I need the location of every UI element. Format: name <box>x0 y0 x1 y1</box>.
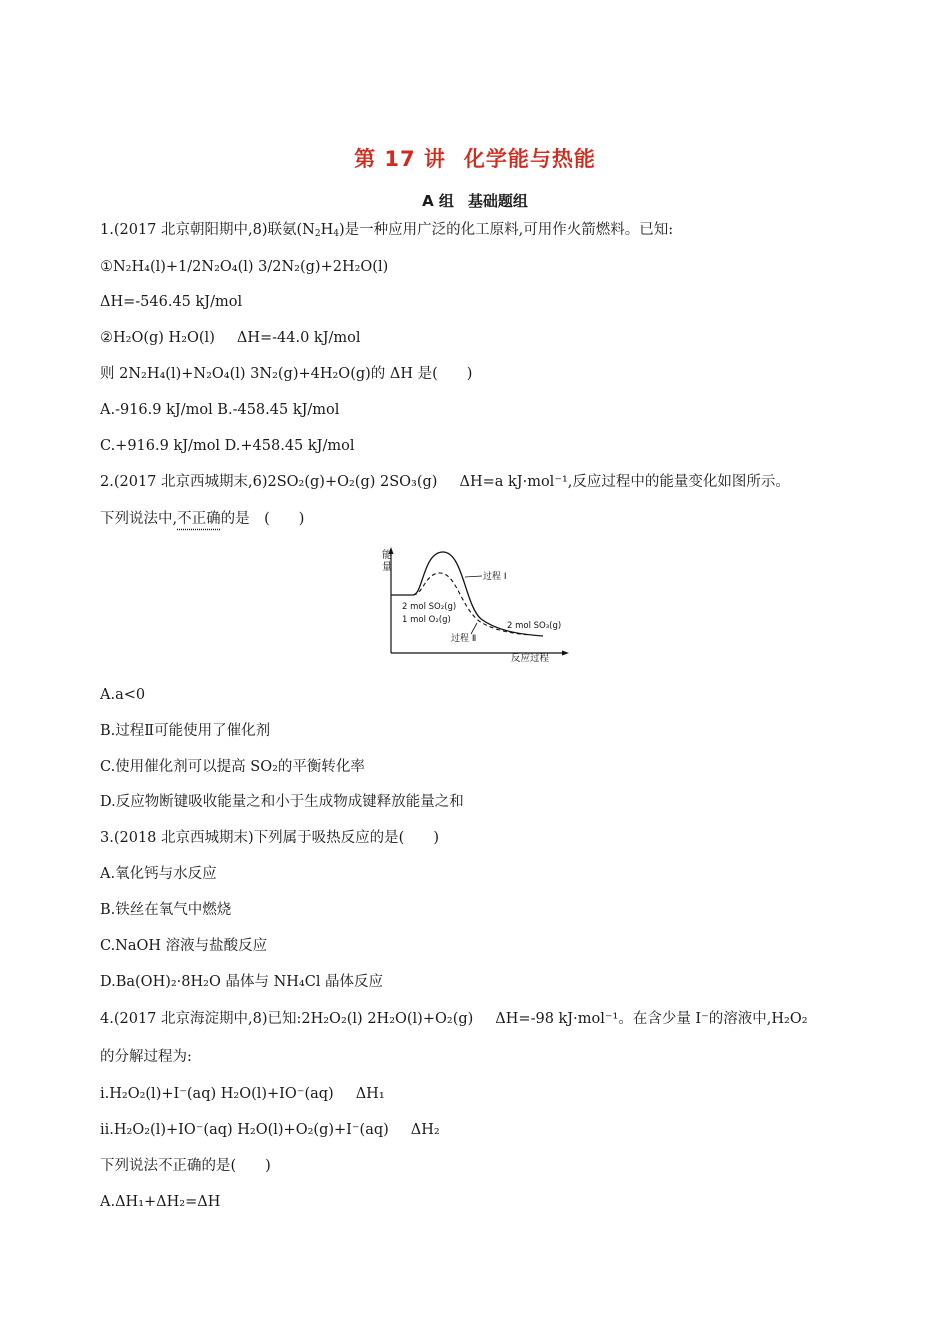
y-label-bottom: 量 <box>382 562 392 573</box>
q1-stem-tail: )是一种应用广泛的化工原料,可用作火箭燃料。已知: <box>338 222 674 238</box>
q2-question-emphasis: 不正确 <box>177 511 221 527</box>
q4-stem-2: 的分解过程为: <box>100 1049 192 1065</box>
group-label: A 组 <box>422 192 454 210</box>
q1-question: 则 2N₂H₄(l)+N₂O₄(l) 3N₂(g)+4H₂O(g)的 ΔH 是( ) <box>100 366 473 382</box>
q1-enthalpy-2: ΔH=-44.0 kJ/mol <box>236 330 361 346</box>
q1-options-ab: A.-916.9 kJ/mol B.-458.45 kJ/mol <box>100 402 340 418</box>
reactant-o2: 1 mol O₂(g) <box>402 615 451 625</box>
reactant-so2: 2 mol SO₂(g) <box>402 602 457 612</box>
group-name: 基础题组 <box>467 192 528 210</box>
q1-equation-1: ①N₂H₄(l)+1/2N₂O₄(l) 3/2N₂(g)+2H₂O(l) <box>100 259 389 275</box>
q2-question <box>100 509 304 529</box>
y-label-top: 能 <box>382 550 392 561</box>
q2-option-c: C.使用催化剂可以提高 SO₂的平衡转化率 <box>100 759 365 775</box>
q1-stem-h: H <box>320 222 334 238</box>
q1-equation-2 <box>100 328 361 348</box>
process-2-pointer <box>471 623 477 634</box>
q1-options-cd: C.+916.9 kJ/mol D.+458.45 kJ/mol <box>100 438 355 454</box>
q3-option-a: A.氧化钙与水反应 <box>100 866 217 882</box>
q4-step-ii-text: ⅱ.H₂O₂(l)+IO⁻(aq) H₂O(l)+O₂(g)+I⁻(aq) <box>100 1122 389 1138</box>
q1-stem-text: 1.(2017 北京朝阳期中,8)联氨(N <box>100 222 315 238</box>
q3-option-c: C.NaOH 溶液与盐酸反应 <box>100 938 268 954</box>
q4-step-i-enthalpy: ΔH₁ <box>355 1086 385 1102</box>
q2-stem-text: 2.(2017 北京西城期末,6)2SO₂(g)+O₂(g) 2SO₃(g) <box>100 474 438 490</box>
process-2-label: 过程 Ⅱ <box>451 634 477 644</box>
process-1-pointer <box>465 576 482 577</box>
product-so3: 2 mol SO₃(g) <box>507 621 562 631</box>
q2-option-a: A.a<0 <box>100 687 146 703</box>
q3-stem: 3.(2018 北京西城期末)下列属于吸热反应的是( ) <box>100 830 439 846</box>
lecture-topic: 化学能与热能 <box>463 147 596 171</box>
q2-question-pre: 下列说法中, <box>100 511 178 527</box>
q4-step-ii-enthalpy: ΔH₂ <box>410 1122 440 1138</box>
q4-stem <box>100 1009 808 1029</box>
q4-option-a: A.ΔH₁+ΔH₂=ΔH <box>100 1194 221 1210</box>
q4-question: 下列说法不正确的是( ) <box>100 1158 271 1174</box>
page-title <box>0 143 950 173</box>
q4-step-i <box>100 1084 385 1104</box>
q2-stem <box>100 472 790 492</box>
q1-equation-2-text: ②H₂O(g) H₂O(l) <box>100 330 215 346</box>
q2-enthalpy: ΔH=a kJ·mol⁻¹,反应过程中的能量变化如图所示。 <box>459 474 790 490</box>
section-heading <box>0 190 950 211</box>
q2-question-post: 的是 ( ) <box>220 511 305 527</box>
q2-option-d: D.反应物断键吸收能量之和小于生成物成键释放能量之和 <box>100 794 464 810</box>
q1-enthalpy-1: ΔH=-546.45 kJ/mol <box>100 294 243 310</box>
x-label: 反应过程 <box>511 653 550 664</box>
lecture-number: 第 17 讲 <box>354 147 446 171</box>
q4-step-i-text: ⅰ.H₂O₂(l)+I⁻(aq) H₂O(l)+IO⁻(aq) <box>100 1086 334 1102</box>
energy-diagram <box>381 545 571 665</box>
q3-option-d: D.Ba(OH)₂·8H₂O 晶体与 NH₄Cl 晶体反应 <box>100 974 384 990</box>
q1-stem: 1.(2017 北京朝阳期中,8)联氨$(N_2H_4)$是一种应用广泛的化工原料,可用作火箭燃料。已知: <box>100 222 674 239</box>
q4-stem-text: 4.(2017 北京海淀期中,8)已知:2H₂O₂(l) 2H₂O(l)+O₂(g) <box>100 1011 474 1027</box>
q4-enthalpy: ΔH=-98 kJ·mol⁻¹。在含少量 I⁻的溶液中,H₂O₂ <box>495 1011 808 1027</box>
q3-option-b: B.铁丝在氧气中燃烧 <box>100 902 232 918</box>
q2-option-b: B.过程Ⅱ可能使用了催化剂 <box>100 723 271 739</box>
process-1-label: 过程 I <box>483 572 507 582</box>
x-axis-arrow <box>562 651 569 656</box>
q4-step-ii <box>100 1120 440 1140</box>
